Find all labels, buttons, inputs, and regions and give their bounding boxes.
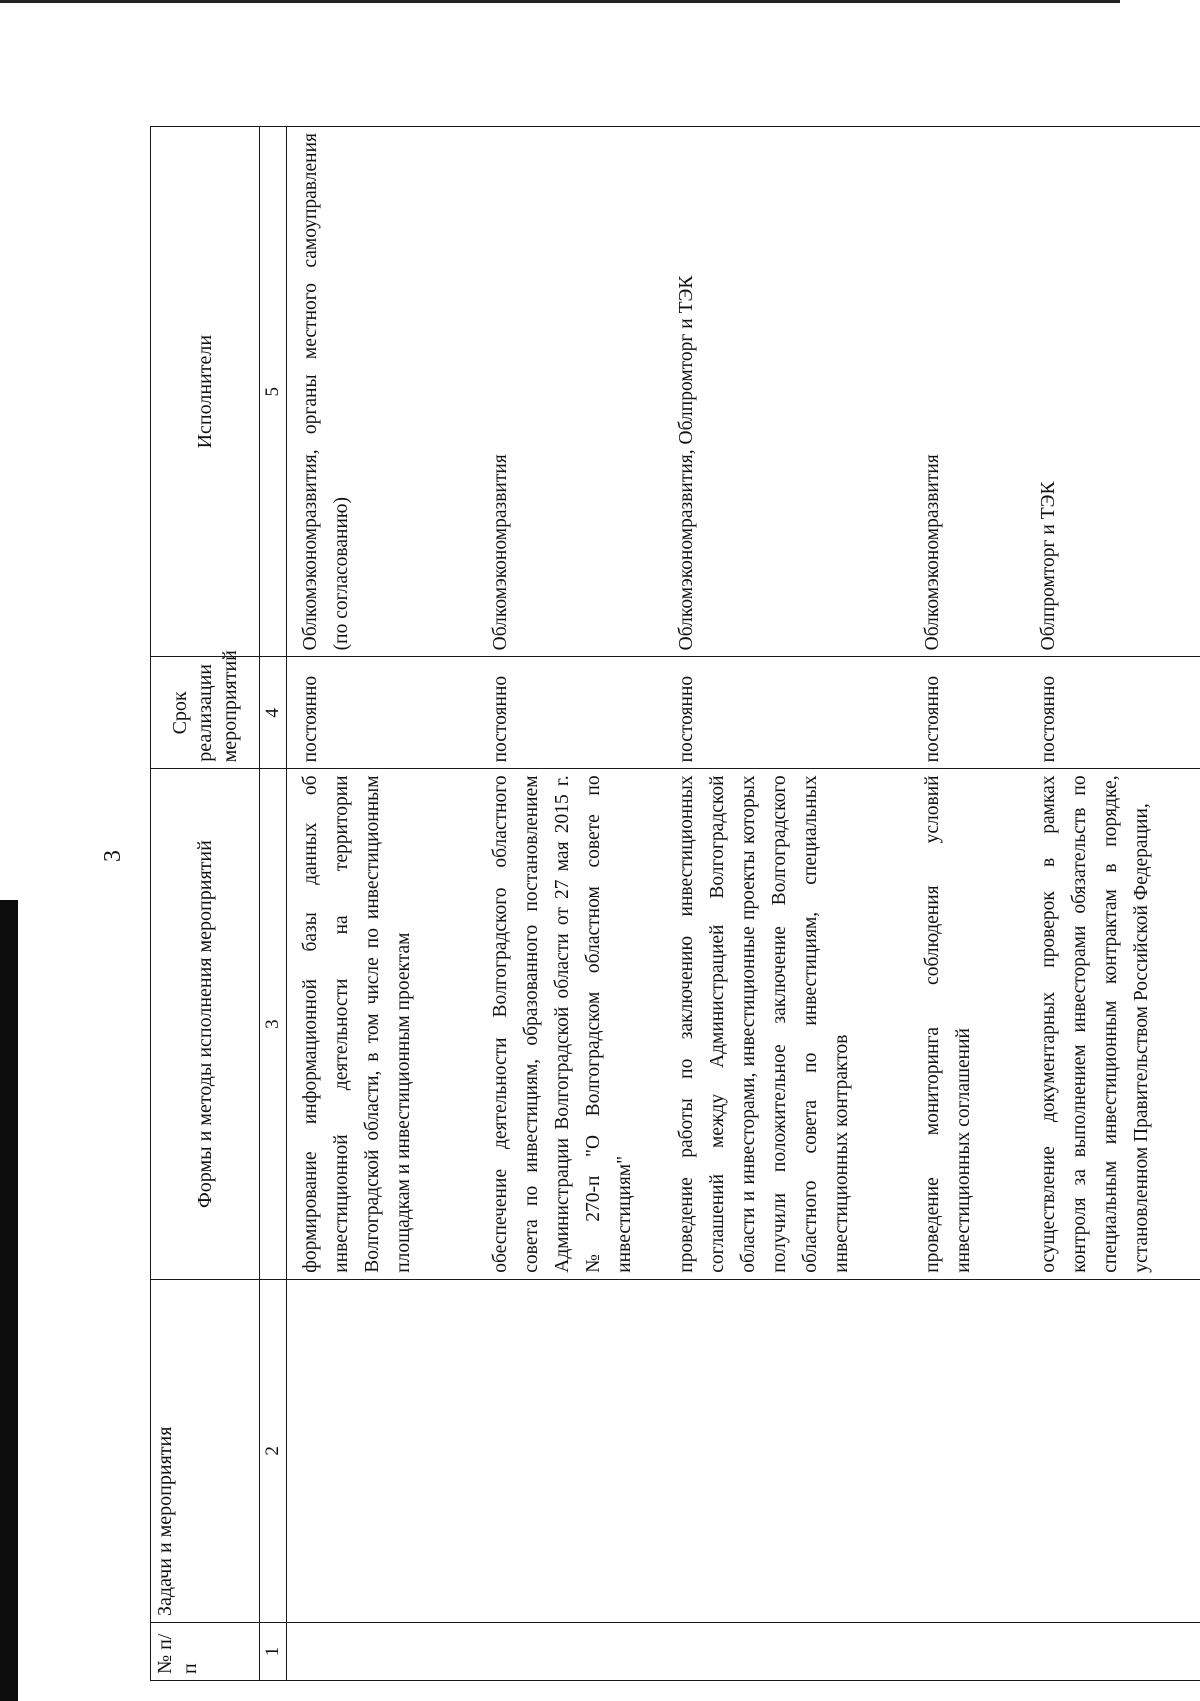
term-item: постоянно	[300, 675, 321, 763]
term-item: постоянно	[490, 675, 511, 763]
tasks-cell	[287, 1279, 1200, 1622]
num-cell	[287, 1622, 1200, 1680]
form-item: обеспечение деятельности Волгоградского областного совета по инвестициям, образованного постановлением Администрации Волгоградской области от 27 мая 2015 г. № 270-п "О Волгоградском областном совете по инвестициям"	[490, 775, 635, 1273]
header-num: № п/п	[151, 1622, 260, 1680]
form-item: проведение работы по заключению инвестиционных соглашений между Администрацией Волгоградской области и инвесторами, инвестиционные проекты которых получили положительное заключение Волгоградского областного совета по инвестициям, специальных инвестиционных контрактов	[676, 775, 852, 1273]
column-number: 1	[260, 1622, 287, 1680]
column-number: 5	[260, 127, 287, 657]
column-numbers-row	[260, 127, 287, 1681]
forms-cell	[287, 769, 1200, 1279]
executors-cell	[287, 127, 1200, 657]
measures-table	[150, 126, 1200, 1681]
scan-top-edge	[0, 0, 1120, 3]
header-tasks: Задачи и мероприятия	[151, 1279, 260, 1622]
term-item: постоянно	[1038, 675, 1059, 763]
column-number: 2	[260, 1279, 287, 1622]
header-term: Срок реализации мероприятий	[151, 657, 260, 769]
term-item: постоянно	[676, 675, 697, 763]
term-cell	[287, 657, 1200, 769]
term-item: постоянно	[922, 675, 943, 763]
scan-left-edge	[0, 900, 18, 1701]
header-forms: Формы и методы исполнения мероприятий	[151, 769, 260, 1279]
executor-item: Облкомэкономразвития, Облпромторг и ТЭК	[676, 275, 697, 651]
column-number: 3	[260, 769, 287, 1279]
column-number: 4	[260, 657, 287, 769]
executor-item: Облкомэкономразвития	[490, 454, 511, 651]
form-item: осуществление документарных проверок в рамках контроля за выполнением инвесторами обязательств по специальным инвестиционным контрактам в порядке, установленном Правительством Российской Федерации,	[1038, 775, 1152, 1273]
executor-item: Облпромторг и ТЭК	[1038, 481, 1059, 651]
executor-item: Облкомэкономразвития, органы местного самоуправления (по согласованию)	[300, 133, 352, 651]
table-body-row	[287, 127, 1200, 1681]
page-number: 3	[100, 850, 126, 862]
rotated-document	[150, 126, 1175, 1681]
form-item: формирование информационной базы данных об инвестиционной деятельности на территории Волгоградской области, в том числе по инвестиционным площадкам и инвестиционным проектам	[300, 775, 414, 1273]
form-item: проведение мониторинга соблюдения условий инвестиционных соглашений	[922, 775, 974, 1273]
table-header-row	[151, 127, 260, 1681]
header-executors: Исполнители	[151, 127, 260, 657]
executor-item: Облкомэкономразвития	[922, 454, 943, 651]
